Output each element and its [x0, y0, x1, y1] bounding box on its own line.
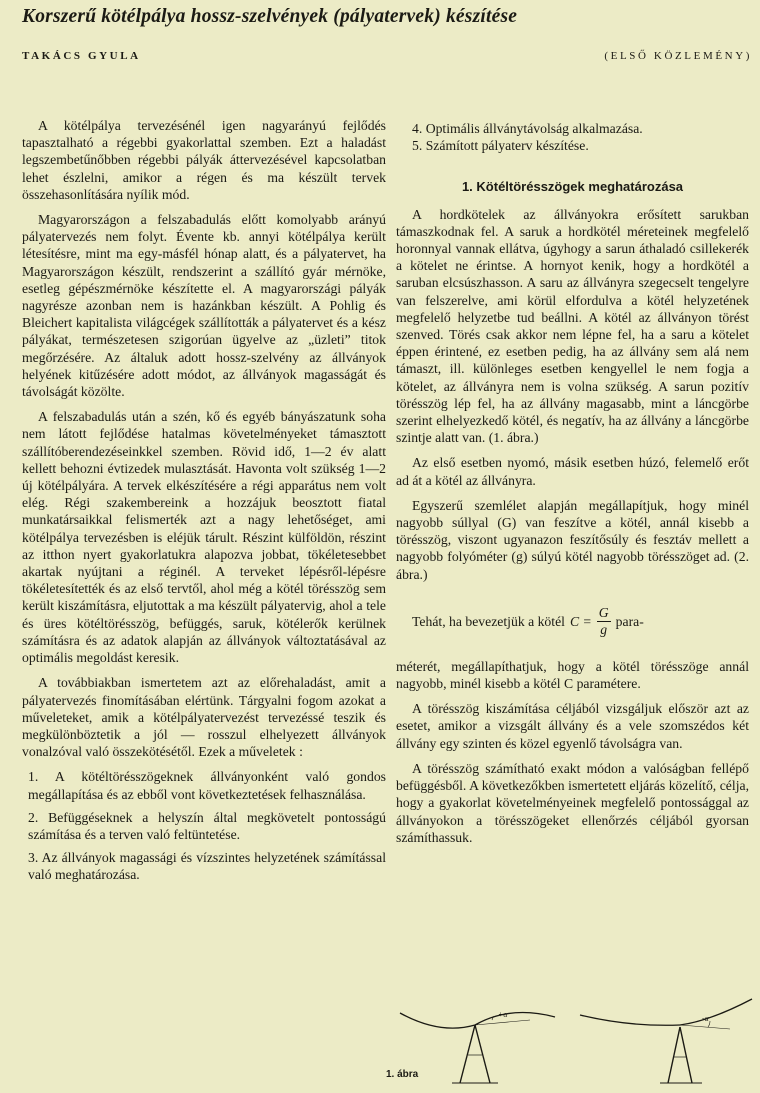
tower-leg — [668, 1027, 680, 1083]
paragraph: A kötélpálya tervezésénél igen nagyarányú fejlődés tapasztalható a régebbi gyakorlattal szemben. Ezt a haladást legszembetűnőbben régebbi pályák áttervezésével kapcsolatban lehet észlelni, amikor a régen és ma készült tervek összehasonlítására nyílik mód. — [22, 118, 386, 202]
rope-segment — [580, 1015, 680, 1025]
paragraph: A hordkötelek az állványokra erősített sarukban támaszkodnak fel. A saruk a hordkötél méreteinek megfelelő horonnyal vannak ellátva, úgyhogy a sarun áthaladó csillekerék a kötelet ne érintse. A hornyot kenik, hogy a hordkötél a saruban elcsúszhasson. A saru az állványra szegecselt tengelyre van felszerelve, ami körül elfordulva a kötél helyzetének megfelelő helyzetbe tud beállni. A kötél az állványon törést szenved. Törés csak akkor nem lépne fel, ha a saru a kötelet éppen érintené, ez esetben pedig, ha az állvány sem alá nem támaszt, ill. különleges esetben kengyellel le nem fogja a kötelet, az állványra nem is volna szükség. A sarun pozitív törésszög lép fel, ha az állvány magasabb, mint a láncgörbe szerint elhelyezkedő kötél, és negatív, ha az állvány a láncgörbe szintje alatt van. (1. ábra.) — [396, 206, 749, 446]
paragraph: A törésszög számítható exakt módon a valóságban fellépő befüggésből. A következőkben ismertetett eljárás közelítő, célja, hogy a gyakorlat követelményeinek megfelelő pontossággal az állványokon a törésszögeket ellenőrzés céljából gyorsan számíthassuk. — [396, 760, 749, 845]
rope-segment — [400, 1013, 475, 1028]
list-item: 2. Befüggéseknek a helyszín által megkövetelt pontosságú számítása és a terven való feltüntetése. — [28, 809, 386, 842]
formula-trail: para- — [615, 613, 644, 629]
figure-1 — [380, 985, 755, 1085]
article-title: Korszerű kötélpálya hossz-szelvények (pályatervek) készítése — [22, 6, 518, 27]
paragraph: Magyarországon a felszabadulás előtt komolyabb arányú pályatervezés nem folyt. Évente kb. annyi kötélpálya került létesítésre, mint ma egy-másfél hónap alatt, és a pályatervet, ha Magyarországon készült, rendszerint a szállító gyár mérnöke, esetleg gépészmérnöke készítette el. A magyarországi pályák nagyrésze azonban nem is hazánkban készült. A Pohlig és Bleichert kapitalista világcégek szállították a pályatervet és a kész pályákat, természetesen szigorúan ügyelve az „üzleti” titok megőrzésére. Az általuk adott hossz-szelvény az állványok helyének kitűzésére adott módot, az állványok magasságát és távolságát közölte. — [22, 212, 386, 400]
right-column — [396, 120, 749, 854]
left-tower — [400, 1013, 555, 1084]
tower-leg — [460, 1025, 475, 1083]
author-name: TAKÁCS GYULA — [22, 50, 141, 62]
section-heading: 1. Kötéltörésszögek meghatározása — [461, 179, 684, 195]
tower-leg — [680, 1027, 692, 1083]
paragraph: méterét, megállapíthatjuk, hogy a kötél törésszöge annál nagyobb, minél kisebb a kötél C paramétere. — [396, 658, 749, 692]
formula-line — [396, 605, 749, 638]
formula-lead: Tehát, ha bevezetjük a kötél — [412, 613, 565, 629]
angle-label-right: -α — [702, 1014, 709, 1023]
rope-segment — [680, 999, 752, 1025]
list-item: 4. Optimális állványtávolság alkalmazása. — [412, 121, 643, 136]
byline — [22, 50, 752, 62]
left-column — [22, 117, 386, 890]
figure-caption: 1. ábra — [386, 1069, 419, 1080]
paragraph: A felszabadulás után a szén, kő és egyéb bányászatunk soha nem látott fejlődése hatalmas követelményeket támasztott szállítóberendezéseinkkel szemben. Rövid idő, 1—2 év alatt kellett behozni évtizedek mulasztását. Havonta volt szükség 1—2 új kötélpályára. A tervek elkészítésére a régi apparátus nem volt elég. Régi szakembereink a hozzájuk beosztott fiatal munkatársaikkal felismerték azt a nagy lehetőséget, ami kötélpálya tervezésben is eléjük tárult. Részint külföldön, részint az itthon nyert gyakorlatukra alapozva jobbat, tökéletesebbet akartak nyújtani a réginél. A terveket lépésről-lépésre tökéletesítették és az első tervtől, ahol még a kötél törésszög sem került kiszámításra, eljutottak a ma készült pályatervig, ahol a tele és üres kötéltörésszög, befüggés, saruk, kötélerők kerülnek számításra és az adatok alapján az állványok változtatásával az optimális megoldást keresik. — [22, 409, 386, 666]
series-note: (ELSŐ KÖZLEMÉNY) — [604, 50, 752, 62]
paragraph: A törésszög kiszámítása céljából vizsgáljuk először azt az esetet, amikor a vizsgált állvány és a vele szomszédos két állvány egy szinten és közel egyenlő távolságra van. — [396, 701, 749, 751]
formula-numerator: G — [598, 604, 609, 620]
list-item: 3. Az állványok magassági és vízszintes helyzetének számítással való meghatározása. — [28, 850, 386, 883]
paragraph: Az első esetben nyomó, másik esetben húzó, felemelő erőt ad át a kötél az állványra. — [396, 455, 749, 488]
right-tower — [580, 999, 752, 1083]
formula-symbol: C = — [569, 613, 592, 629]
list-item: 5. Számított pályaterv készítése. — [412, 138, 589, 154]
figure-drawing — [380, 985, 755, 1085]
tangent-line — [680, 1025, 730, 1029]
rope-segment — [475, 1013, 555, 1026]
paragraph: A továbbiakban ismertetem azt az előrehaladást, amit a pályatervezés finomításában elértünk. Tárgyalni fogom azokat a műveleteket, amik a kötélpályatervezést tervezéssé teszik és megkülönböztetik a jól — rosszul elhelyezett állványok vonalzóval való összekötésétől. Ezek a műveletek : — [22, 675, 386, 760]
formula-denominator: g — [600, 621, 608, 637]
tower-leg — [475, 1025, 490, 1083]
angle-label-left: +α — [498, 1010, 508, 1019]
list-item: 1. A kötéltörésszögeknek állványonként való gondos megállapítása és az ebből vont következtetések felhasználása. — [28, 769, 386, 802]
paragraph: Egyszerű szemlélet alapján megállapítjuk, hogy minél nagyobb súllyal (G) van feszítve a kötél, annál kisebb a törésszög, viszont ugyanazon feszítősúly és fesztáv mellett a nagyobb folyóméter (g) súlyú kötél nagyobb törésszöget ad. (2. ábra.) — [396, 497, 749, 582]
formula-fraction — [597, 605, 611, 638]
